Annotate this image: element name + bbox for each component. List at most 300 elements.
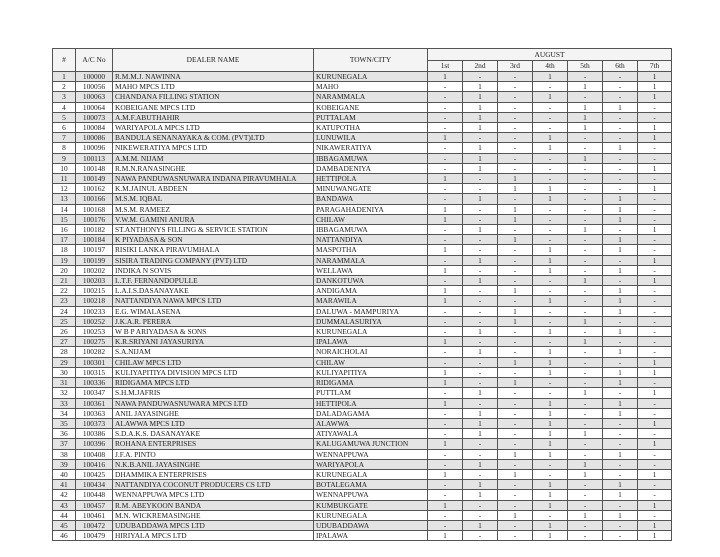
- row-day-mark: -: [568, 439, 603, 449]
- row-town-city: BANDAWA: [314, 194, 428, 204]
- row-day-mark: 1: [568, 82, 603, 92]
- row-dealer-name: CHILAW MPCS LTD: [113, 357, 314, 367]
- row-account-no: 100182: [76, 225, 113, 235]
- row-day-mark: -: [498, 245, 533, 255]
- row-day-mark: -: [498, 337, 533, 347]
- row-number: 7: [53, 133, 76, 143]
- row-day-mark: 1: [498, 510, 533, 520]
- row-day-mark: 1: [428, 204, 463, 214]
- row-day-mark: -: [428, 429, 463, 439]
- row-day-mark: -: [603, 500, 638, 510]
- row-day-mark: -: [568, 255, 603, 265]
- row-day-mark: 1: [463, 82, 498, 92]
- row-number: 10: [53, 163, 76, 173]
- row-account-no: 100000: [76, 72, 113, 82]
- row-town-city: CHILAW: [314, 214, 428, 224]
- row-day-mark: 1: [603, 102, 638, 112]
- row-account-no: 100086: [76, 133, 113, 143]
- row-day-mark: 1: [463, 112, 498, 122]
- row-day-mark: -: [498, 490, 533, 500]
- row-day-mark: 1: [603, 327, 638, 337]
- row-day-mark: 1: [533, 296, 568, 306]
- table-row: [53, 225, 672, 235]
- row-dealer-name: S.H.M.JAFRIS: [113, 388, 314, 398]
- row-day-mark: 1: [603, 347, 638, 357]
- row-number: 23: [53, 296, 76, 306]
- row-day-mark: -: [463, 214, 498, 224]
- table-row: [53, 357, 672, 367]
- row-day-mark: -: [638, 194, 672, 204]
- row-town-city: HETTIPOLA: [314, 398, 428, 408]
- row-day-mark: -: [638, 429, 672, 439]
- row-account-no: 100347: [76, 388, 113, 398]
- row-day-mark: 1: [603, 286, 638, 296]
- row-day-mark: 1: [568, 388, 603, 398]
- row-dealer-name: NAWA PANDUWASNUWARA MPCS LTD: [113, 398, 314, 408]
- row-dealer-name: M.N. WICKREMASINGHE: [113, 510, 314, 520]
- row-day-mark: 1: [463, 327, 498, 337]
- row-day-mark: -: [533, 388, 568, 398]
- table-row: [53, 174, 672, 184]
- row-day-mark: -: [603, 531, 638, 541]
- table-row: [53, 449, 672, 459]
- row-dealer-name: J.K.A.R. PERERA: [113, 316, 314, 326]
- row-dealer-name: V.W.M. GAMINI ANURA: [113, 214, 314, 224]
- row-number: 17: [53, 235, 76, 245]
- row-account-no: 100168: [76, 204, 113, 214]
- row-day-mark: -: [533, 510, 568, 520]
- row-day-mark: -: [568, 480, 603, 490]
- row-day-mark: -: [568, 163, 603, 173]
- table-row: [53, 469, 672, 479]
- table-row: [53, 204, 672, 214]
- row-dealer-name: BANDULA SENANAYAKA & COM. (PVT)LTD: [113, 133, 314, 143]
- row-number: 35: [53, 418, 76, 428]
- row-day-mark: 1: [638, 469, 672, 479]
- row-account-no: 100184: [76, 235, 113, 245]
- row-day-mark: 1: [498, 316, 533, 326]
- row-account-no: 100448: [76, 490, 113, 500]
- table-row: [53, 92, 672, 102]
- row-account-no: 100056: [76, 82, 113, 92]
- row-day-mark: -: [498, 388, 533, 398]
- row-day-mark: -: [638, 378, 672, 388]
- row-number: 9: [53, 153, 76, 163]
- row-day-mark: 1: [638, 163, 672, 173]
- row-day-mark: 1: [533, 92, 568, 102]
- row-dealer-name: RIDIGAMA MPCS LTD: [113, 378, 314, 388]
- row-number: 36: [53, 429, 76, 439]
- row-day-mark: 1: [533, 429, 568, 439]
- row-dealer-name: S.A.NIJAM: [113, 347, 314, 357]
- row-account-no: 100064: [76, 102, 113, 112]
- row-day-mark: 1: [603, 510, 638, 520]
- row-dealer-name: ROHANA ENTERPRISES: [113, 439, 314, 449]
- row-account-no: 100461: [76, 510, 113, 520]
- header-day: 7th: [638, 60, 672, 72]
- row-town-city: BOTALEGAMA: [314, 480, 428, 490]
- row-day-mark: -: [638, 480, 672, 490]
- row-day-mark: -: [568, 133, 603, 143]
- row-day-mark: 1: [568, 429, 603, 439]
- row-day-mark: -: [498, 480, 533, 490]
- row-number: 14: [53, 204, 76, 214]
- row-day-mark: -: [568, 378, 603, 388]
- row-day-mark: -: [428, 276, 463, 286]
- row-day-mark: -: [603, 174, 638, 184]
- row-day-mark: -: [498, 163, 533, 173]
- row-day-mark: 1: [533, 449, 568, 459]
- row-town-city: NATTANDIYA: [314, 235, 428, 245]
- table-row: [53, 214, 672, 224]
- row-day-mark: -: [568, 296, 603, 306]
- row-day-mark: 1: [533, 408, 568, 418]
- row-day-mark: -: [533, 286, 568, 296]
- row-number: 37: [53, 439, 76, 449]
- row-number: 3: [53, 92, 76, 102]
- row-day-mark: 1: [533, 500, 568, 510]
- row-day-mark: -: [428, 480, 463, 490]
- row-day-mark: -: [603, 72, 638, 82]
- table-row: [53, 276, 672, 286]
- row-day-mark: -: [498, 153, 533, 163]
- row-town-city: NARAMMALA: [314, 92, 428, 102]
- row-day-mark: -: [428, 92, 463, 102]
- row-dealer-name: E.G. WIMALASENA: [113, 306, 314, 316]
- row-account-no: 100252: [76, 316, 113, 326]
- row-dealer-name: ALAWWA MPCS LTD: [113, 418, 314, 428]
- row-day-mark: -: [568, 235, 603, 245]
- row-account-no: 100084: [76, 123, 113, 133]
- row-day-mark: 1: [533, 367, 568, 377]
- row-dealer-name: KULIYAPITIYA DIVISION MPCS LTD: [113, 367, 314, 377]
- row-day-mark: -: [498, 531, 533, 541]
- row-day-mark: -: [533, 337, 568, 347]
- row-town-city: PUTTALAM: [314, 112, 428, 122]
- row-day-mark: -: [463, 204, 498, 214]
- row-town-city: NORAICHOLAI: [314, 347, 428, 357]
- row-day-mark: -: [603, 316, 638, 326]
- row-day-mark: -: [533, 204, 568, 214]
- row-day-mark: 1: [498, 214, 533, 224]
- row-number: 34: [53, 408, 76, 418]
- row-day-mark: -: [533, 316, 568, 326]
- row-day-mark: -: [638, 245, 672, 255]
- row-day-mark: 1: [428, 439, 463, 449]
- row-day-mark: -: [463, 316, 498, 326]
- row-day-mark: 1: [463, 520, 498, 530]
- row-day-mark: -: [498, 194, 533, 204]
- row-day-mark: -: [568, 214, 603, 224]
- row-day-mark: 1: [638, 388, 672, 398]
- row-day-mark: 1: [603, 245, 638, 255]
- row-day-mark: -: [498, 276, 533, 286]
- row-day-mark: -: [498, 327, 533, 337]
- row-day-mark: -: [463, 337, 498, 347]
- row-day-mark: -: [463, 469, 498, 479]
- row-day-mark: -: [428, 163, 463, 173]
- row-day-mark: -: [568, 357, 603, 367]
- row-number: 2: [53, 82, 76, 92]
- row-account-no: 100373: [76, 418, 113, 428]
- row-day-mark: -: [428, 327, 463, 337]
- row-number: 46: [53, 531, 76, 541]
- row-day-mark: 1: [603, 265, 638, 275]
- row-day-mark: -: [463, 531, 498, 541]
- row-day-mark: -: [603, 153, 638, 163]
- row-day-mark: 1: [463, 276, 498, 286]
- row-day-mark: 1: [638, 276, 672, 286]
- table-row: [53, 235, 672, 245]
- row-day-mark: 1: [568, 112, 603, 122]
- row-day-mark: 1: [533, 531, 568, 541]
- row-day-mark: 1: [603, 214, 638, 224]
- row-account-no: 100162: [76, 184, 113, 194]
- row-account-no: 100113: [76, 153, 113, 163]
- row-number: 13: [53, 194, 76, 204]
- row-number: 41: [53, 480, 76, 490]
- row-dealer-name: NATTANDIYA NAWA MPCS LTD: [113, 296, 314, 306]
- row-day-mark: 1: [638, 82, 672, 92]
- row-day-mark: -: [498, 255, 533, 265]
- row-day-mark: 1: [568, 123, 603, 133]
- row-town-city: IBBAGAMUWA: [314, 225, 428, 235]
- row-day-mark: 1: [428, 265, 463, 275]
- table-row: [53, 439, 672, 449]
- row-day-mark: -: [533, 459, 568, 469]
- row-town-city: IBBAGAMUWA: [314, 153, 428, 163]
- table-row: [53, 378, 672, 388]
- row-day-mark: 1: [498, 184, 533, 194]
- row-day-mark: -: [568, 367, 603, 377]
- row-dealer-name: S.D.A.K.S. DASANAYAKE: [113, 429, 314, 439]
- row-account-no: 100282: [76, 347, 113, 357]
- row-day-mark: 1: [603, 306, 638, 316]
- row-day-mark: -: [428, 306, 463, 316]
- row-account-no: 100315: [76, 367, 113, 377]
- delivery-schedule: [52, 48, 671, 541]
- row-day-mark: -: [463, 296, 498, 306]
- row-day-mark: 1: [568, 102, 603, 112]
- table-row: [53, 408, 672, 418]
- row-day-mark: -: [603, 388, 638, 398]
- row-day-mark: -: [428, 102, 463, 112]
- row-day-mark: -: [533, 214, 568, 224]
- row-day-mark: 1: [498, 378, 533, 388]
- row-day-mark: -: [638, 510, 672, 520]
- row-day-mark: -: [533, 102, 568, 112]
- header-account-no: A/C No: [76, 49, 113, 72]
- row-day-mark: 1: [568, 510, 603, 520]
- row-account-no: 100176: [76, 214, 113, 224]
- row-day-mark: -: [463, 286, 498, 296]
- row-day-mark: -: [428, 184, 463, 194]
- row-day-mark: 1: [638, 184, 672, 194]
- row-day-mark: 1: [463, 92, 498, 102]
- row-day-mark: -: [603, 82, 638, 92]
- row-town-city: IPALAWA: [314, 531, 428, 541]
- row-number: 1: [53, 72, 76, 82]
- row-town-city: KUMBUKGATE: [314, 500, 428, 510]
- row-number: 42: [53, 490, 76, 500]
- row-town-city: DAMBADENIYA: [314, 163, 428, 173]
- row-town-city: KURUNEGALA: [314, 510, 428, 520]
- row-day-mark: -: [428, 449, 463, 459]
- row-account-no: 100199: [76, 255, 113, 265]
- row-dealer-name: L.T.F. FERNANDOPULLE: [113, 276, 314, 286]
- row-day-mark: -: [463, 367, 498, 377]
- row-day-mark: 1: [428, 531, 463, 541]
- row-day-mark: 1: [533, 439, 568, 449]
- row-day-mark: -: [463, 306, 498, 316]
- row-day-mark: 1: [638, 72, 672, 82]
- row-day-mark: -: [428, 388, 463, 398]
- row-day-mark: 1: [463, 418, 498, 428]
- row-account-no: 100425: [76, 469, 113, 479]
- row-account-no: 100363: [76, 408, 113, 418]
- row-day-mark: -: [533, 123, 568, 133]
- row-day-mark: 1: [463, 255, 498, 265]
- row-day-mark: -: [498, 82, 533, 92]
- row-town-city: NARAMMALA: [314, 255, 428, 265]
- row-day-mark: 1: [638, 133, 672, 143]
- row-account-no: 100301: [76, 357, 113, 367]
- row-number: 28: [53, 347, 76, 357]
- row-day-mark: -: [638, 347, 672, 357]
- row-day-mark: -: [603, 520, 638, 530]
- row-town-city: DANKOTUWA: [314, 276, 428, 286]
- row-account-no: 100396: [76, 439, 113, 449]
- row-dealer-name: NIKEWERATIYA MPCS LTD: [113, 143, 314, 153]
- row-day-mark: 1: [428, 245, 463, 255]
- row-day-mark: 1: [638, 255, 672, 265]
- row-number: 44: [53, 510, 76, 520]
- row-day-mark: -: [498, 133, 533, 143]
- row-day-mark: 1: [533, 72, 568, 82]
- row-day-mark: -: [603, 112, 638, 122]
- row-day-mark: -: [428, 408, 463, 418]
- row-day-mark: 1: [428, 133, 463, 143]
- row-day-mark: -: [638, 153, 672, 163]
- row-day-mark: -: [498, 143, 533, 153]
- table-row: [53, 112, 672, 122]
- row-day-mark: 1: [463, 490, 498, 500]
- table-header: [53, 49, 672, 72]
- row-day-mark: -: [603, 439, 638, 449]
- row-day-mark: 1: [463, 194, 498, 204]
- row-day-mark: -: [568, 408, 603, 418]
- table-row: [53, 72, 672, 82]
- row-day-mark: -: [428, 255, 463, 265]
- header-dealer-name: DEALER NAME: [113, 49, 314, 72]
- row-day-mark: 1: [428, 286, 463, 296]
- row-account-no: 100202: [76, 265, 113, 275]
- row-day-mark: -: [568, 490, 603, 500]
- row-day-mark: -: [498, 347, 533, 357]
- row-dealer-name: ST.ANTHONYS FILLING & SERVICE STATION: [113, 225, 314, 235]
- row-day-mark: -: [498, 102, 533, 112]
- row-day-mark: 1: [498, 357, 533, 367]
- row-dealer-name: A.M.M. NIJAM: [113, 153, 314, 163]
- header-month-group: AUGUST: [428, 49, 672, 61]
- row-dealer-name: K.R.SRIYANI JAYASURIYA: [113, 337, 314, 347]
- row-day-mark: -: [638, 398, 672, 408]
- row-day-mark: 1: [638, 531, 672, 541]
- row-day-mark: 1: [533, 265, 568, 275]
- header-day: 4th: [533, 60, 568, 72]
- row-day-mark: -: [498, 520, 533, 530]
- row-number: 18: [53, 245, 76, 255]
- row-day-mark: -: [463, 439, 498, 449]
- row-number: 43: [53, 500, 76, 510]
- row-number: 29: [53, 357, 76, 367]
- row-day-mark: -: [463, 378, 498, 388]
- row-day-mark: -: [603, 163, 638, 173]
- row-day-mark: 1: [568, 469, 603, 479]
- row-day-mark: -: [638, 490, 672, 500]
- row-account-no: 100215: [76, 286, 113, 296]
- row-day-mark: -: [568, 72, 603, 82]
- row-day-mark: -: [568, 531, 603, 541]
- table-row: [53, 265, 672, 275]
- row-day-mark: 1: [498, 286, 533, 296]
- row-day-mark: 1: [638, 418, 672, 428]
- row-dealer-name: R.M. ABEYKOON BANDA: [113, 500, 314, 510]
- row-day-mark: -: [603, 418, 638, 428]
- row-day-mark: 1: [568, 459, 603, 469]
- row-account-no: 100336: [76, 378, 113, 388]
- row-number: 40: [53, 469, 76, 479]
- row-account-no: 100434: [76, 480, 113, 490]
- row-day-mark: 1: [638, 500, 672, 510]
- row-account-no: 100233: [76, 306, 113, 316]
- row-account-no: 100457: [76, 500, 113, 510]
- row-day-mark: 1: [498, 235, 533, 245]
- row-town-city: PUTTLAM: [314, 388, 428, 398]
- row-day-mark: 1: [463, 225, 498, 235]
- row-day-mark: -: [603, 469, 638, 479]
- row-town-city: UDUBADDAWA: [314, 520, 428, 530]
- row-day-mark: 1: [498, 204, 533, 214]
- row-day-mark: 1: [638, 92, 672, 102]
- row-day-mark: -: [533, 225, 568, 235]
- row-day-mark: -: [428, 153, 463, 163]
- row-town-city: PARAGAHADENIYA: [314, 204, 428, 214]
- row-day-mark: -: [533, 153, 568, 163]
- row-day-mark: -: [568, 418, 603, 428]
- row-day-mark: -: [498, 92, 533, 102]
- header-town-city: TOWN/CITY: [314, 49, 428, 72]
- row-day-mark: 1: [533, 480, 568, 490]
- row-number: 20: [53, 265, 76, 275]
- row-day-mark: 1: [463, 163, 498, 173]
- table-row: [53, 388, 672, 398]
- row-day-mark: -: [428, 194, 463, 204]
- row-number: 12: [53, 184, 76, 194]
- row-day-mark: -: [498, 500, 533, 510]
- row-day-mark: -: [638, 235, 672, 245]
- row-day-mark: 1: [428, 296, 463, 306]
- row-day-mark: 1: [603, 235, 638, 245]
- row-day-mark: 1: [533, 327, 568, 337]
- row-town-city: WELLAWA: [314, 265, 428, 275]
- row-day-mark: 1: [603, 194, 638, 204]
- row-day-mark: -: [638, 286, 672, 296]
- row-day-mark: 1: [463, 480, 498, 490]
- row-day-mark: -: [533, 163, 568, 173]
- row-day-mark: 1: [533, 520, 568, 530]
- row-number: 19: [53, 255, 76, 265]
